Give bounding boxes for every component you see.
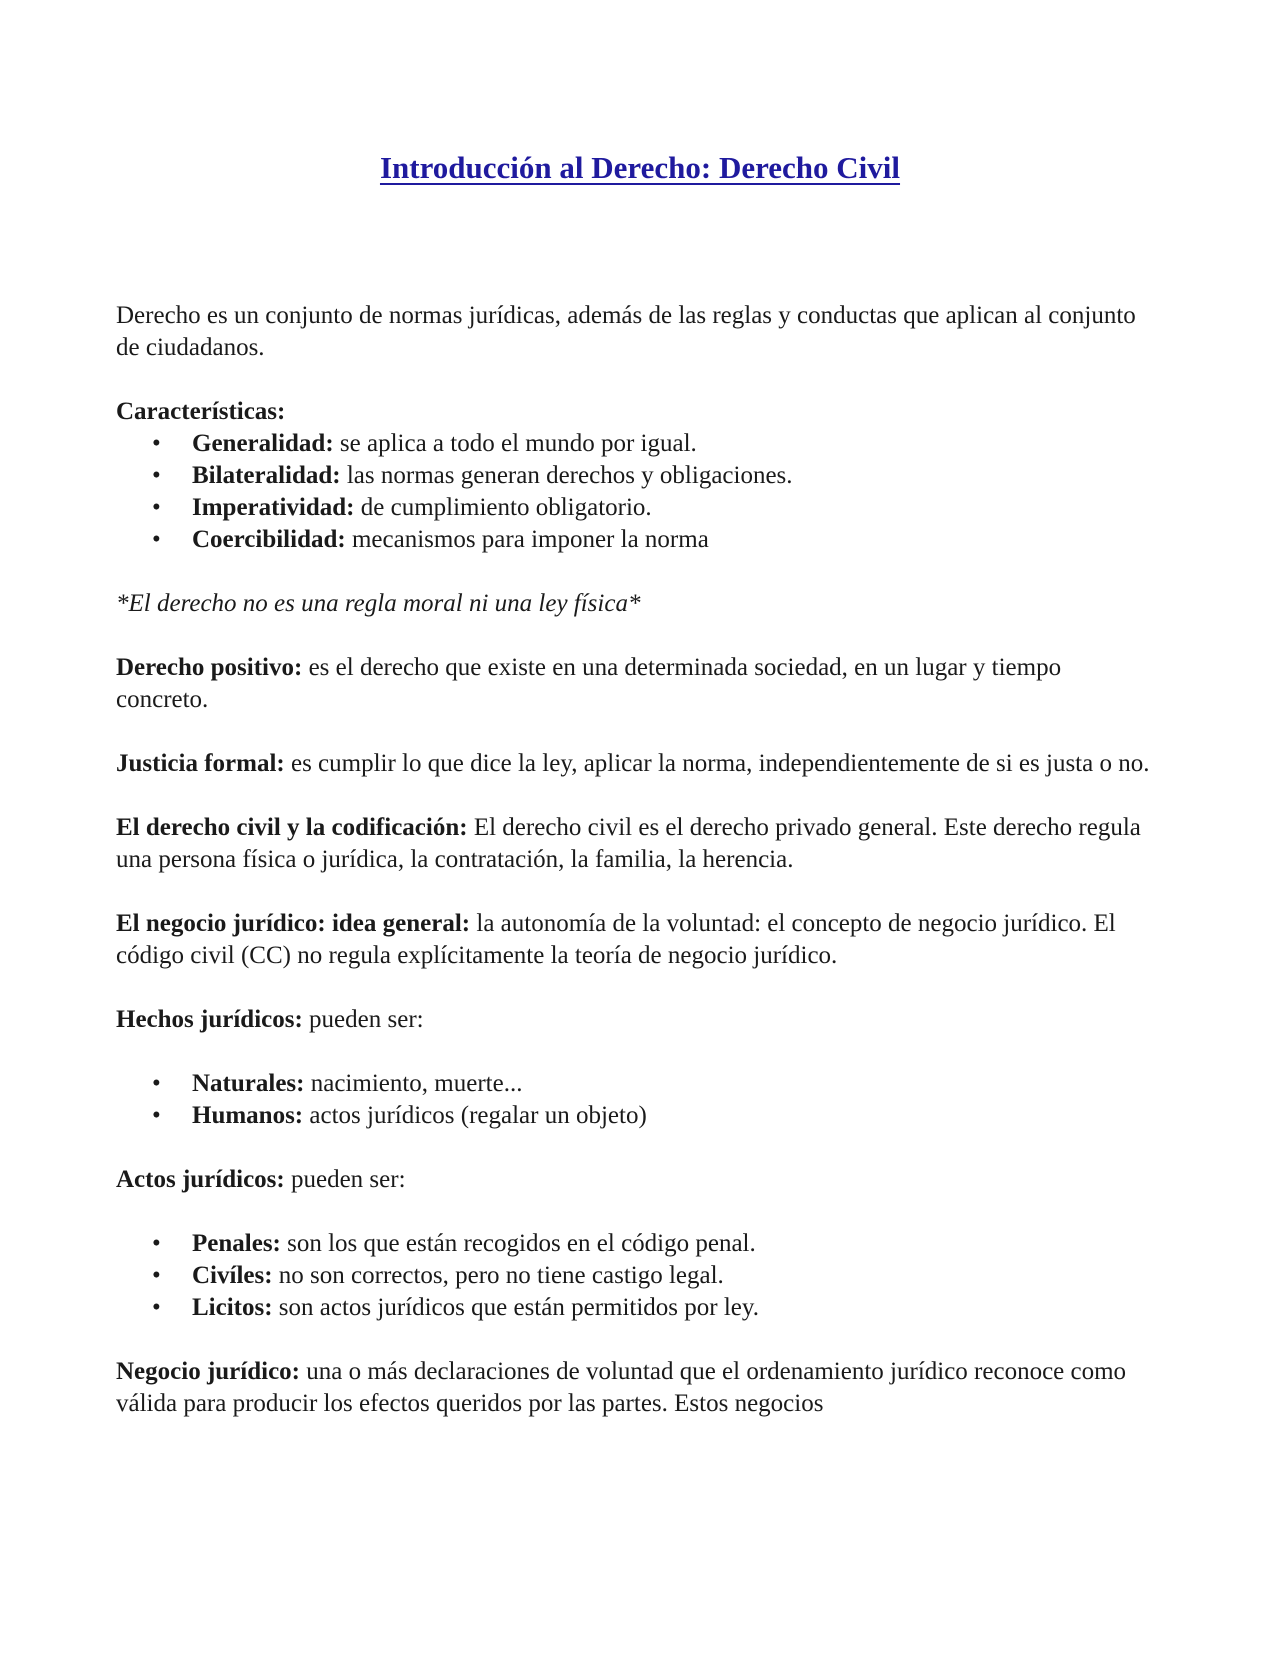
hechos-heading: Hechos jurídicos: pueden ser: [116,1006,424,1033]
actos-heading: Actos jurídicos: pueden ser: [116,1166,406,1193]
bullet-icon: • [152,494,161,521]
list-item: • Penales: son los que están recogidos en el código penal. [116,1228,1156,1260]
note-paragraph: *El derecho no es una regla moral ni una ley física* [116,590,641,617]
page-title: Introducción al Derecho: Derecho Civil [379,150,901,185]
document-body [116,300,1156,1420]
list-item: • Naturales: nacimiento, muerte... [116,1068,1156,1100]
bullet-icon: • [152,526,161,553]
bullet-icon: • [152,462,161,489]
list-item: • Imperatividad: de cumplimiento obligatorio. [116,492,1156,524]
list-item: • Humanos: actos jurídicos (regalar un objeto) [116,1100,1156,1132]
actos-list [116,1228,1156,1324]
caracteristicas-list [116,428,1156,556]
list-item: • Licitos: son actos jurídicos que están permitidos por ley. [116,1292,1156,1324]
bullet-icon: • [152,1294,161,1321]
negocio-paragraph: Negocio jurídico: una o más declaraciones de voluntad que el ordenamiento jurídico reconoce como válida para producir los efectos queridos por las partes. Estos negocios [116,1358,1127,1417]
list-item: • Coercibilidad: mecanismos para imponer la norma [116,524,1156,556]
derecho-positivo-paragraph: Derecho positivo: es el derecho que existe en una determinada sociedad, en un lugar y tiempo concreto. [116,654,1062,713]
list-item: • Civíles: no son correctos, pero no tiene castigo legal. [116,1260,1156,1292]
list-item: • Generalidad: se aplica a todo el mundo por igual. [116,428,1156,460]
derecho-civil-paragraph: El derecho civil y la codificación: El derecho civil es el derecho privado general. Este derecho regula una persona física o jurídica, la contratación, la familia, la herencia. [116,814,1141,873]
intro-paragraph: Derecho es un conjunto de normas jurídicas, además de las reglas y conductas que aplican al conjunto de ciudadanos. [116,302,1136,361]
justicia-formal-paragraph: Justicia formal: es cumplir lo que dice la ley, aplicar la norma, independientemente de si es justa o no. [116,750,1150,777]
bullet-icon: • [152,1102,161,1129]
caracteristicas-heading: Características: [116,398,286,425]
bullet-icon: • [152,430,161,457]
bullet-icon: • [152,1070,161,1097]
hechos-list [116,1068,1156,1132]
bullet-icon: • [152,1262,161,1289]
negocio-idea-paragraph: El negocio jurídico: idea general: la autonomía de la voluntad: el concepto de negocio jurídico. El código civil (CC) no regula explícitamente la teoría de negocio jurídico. [116,910,1116,969]
bullet-icon: • [152,1230,161,1257]
list-item: • Bilateralidad: las normas generan derechos y obligaciones. [116,460,1156,492]
